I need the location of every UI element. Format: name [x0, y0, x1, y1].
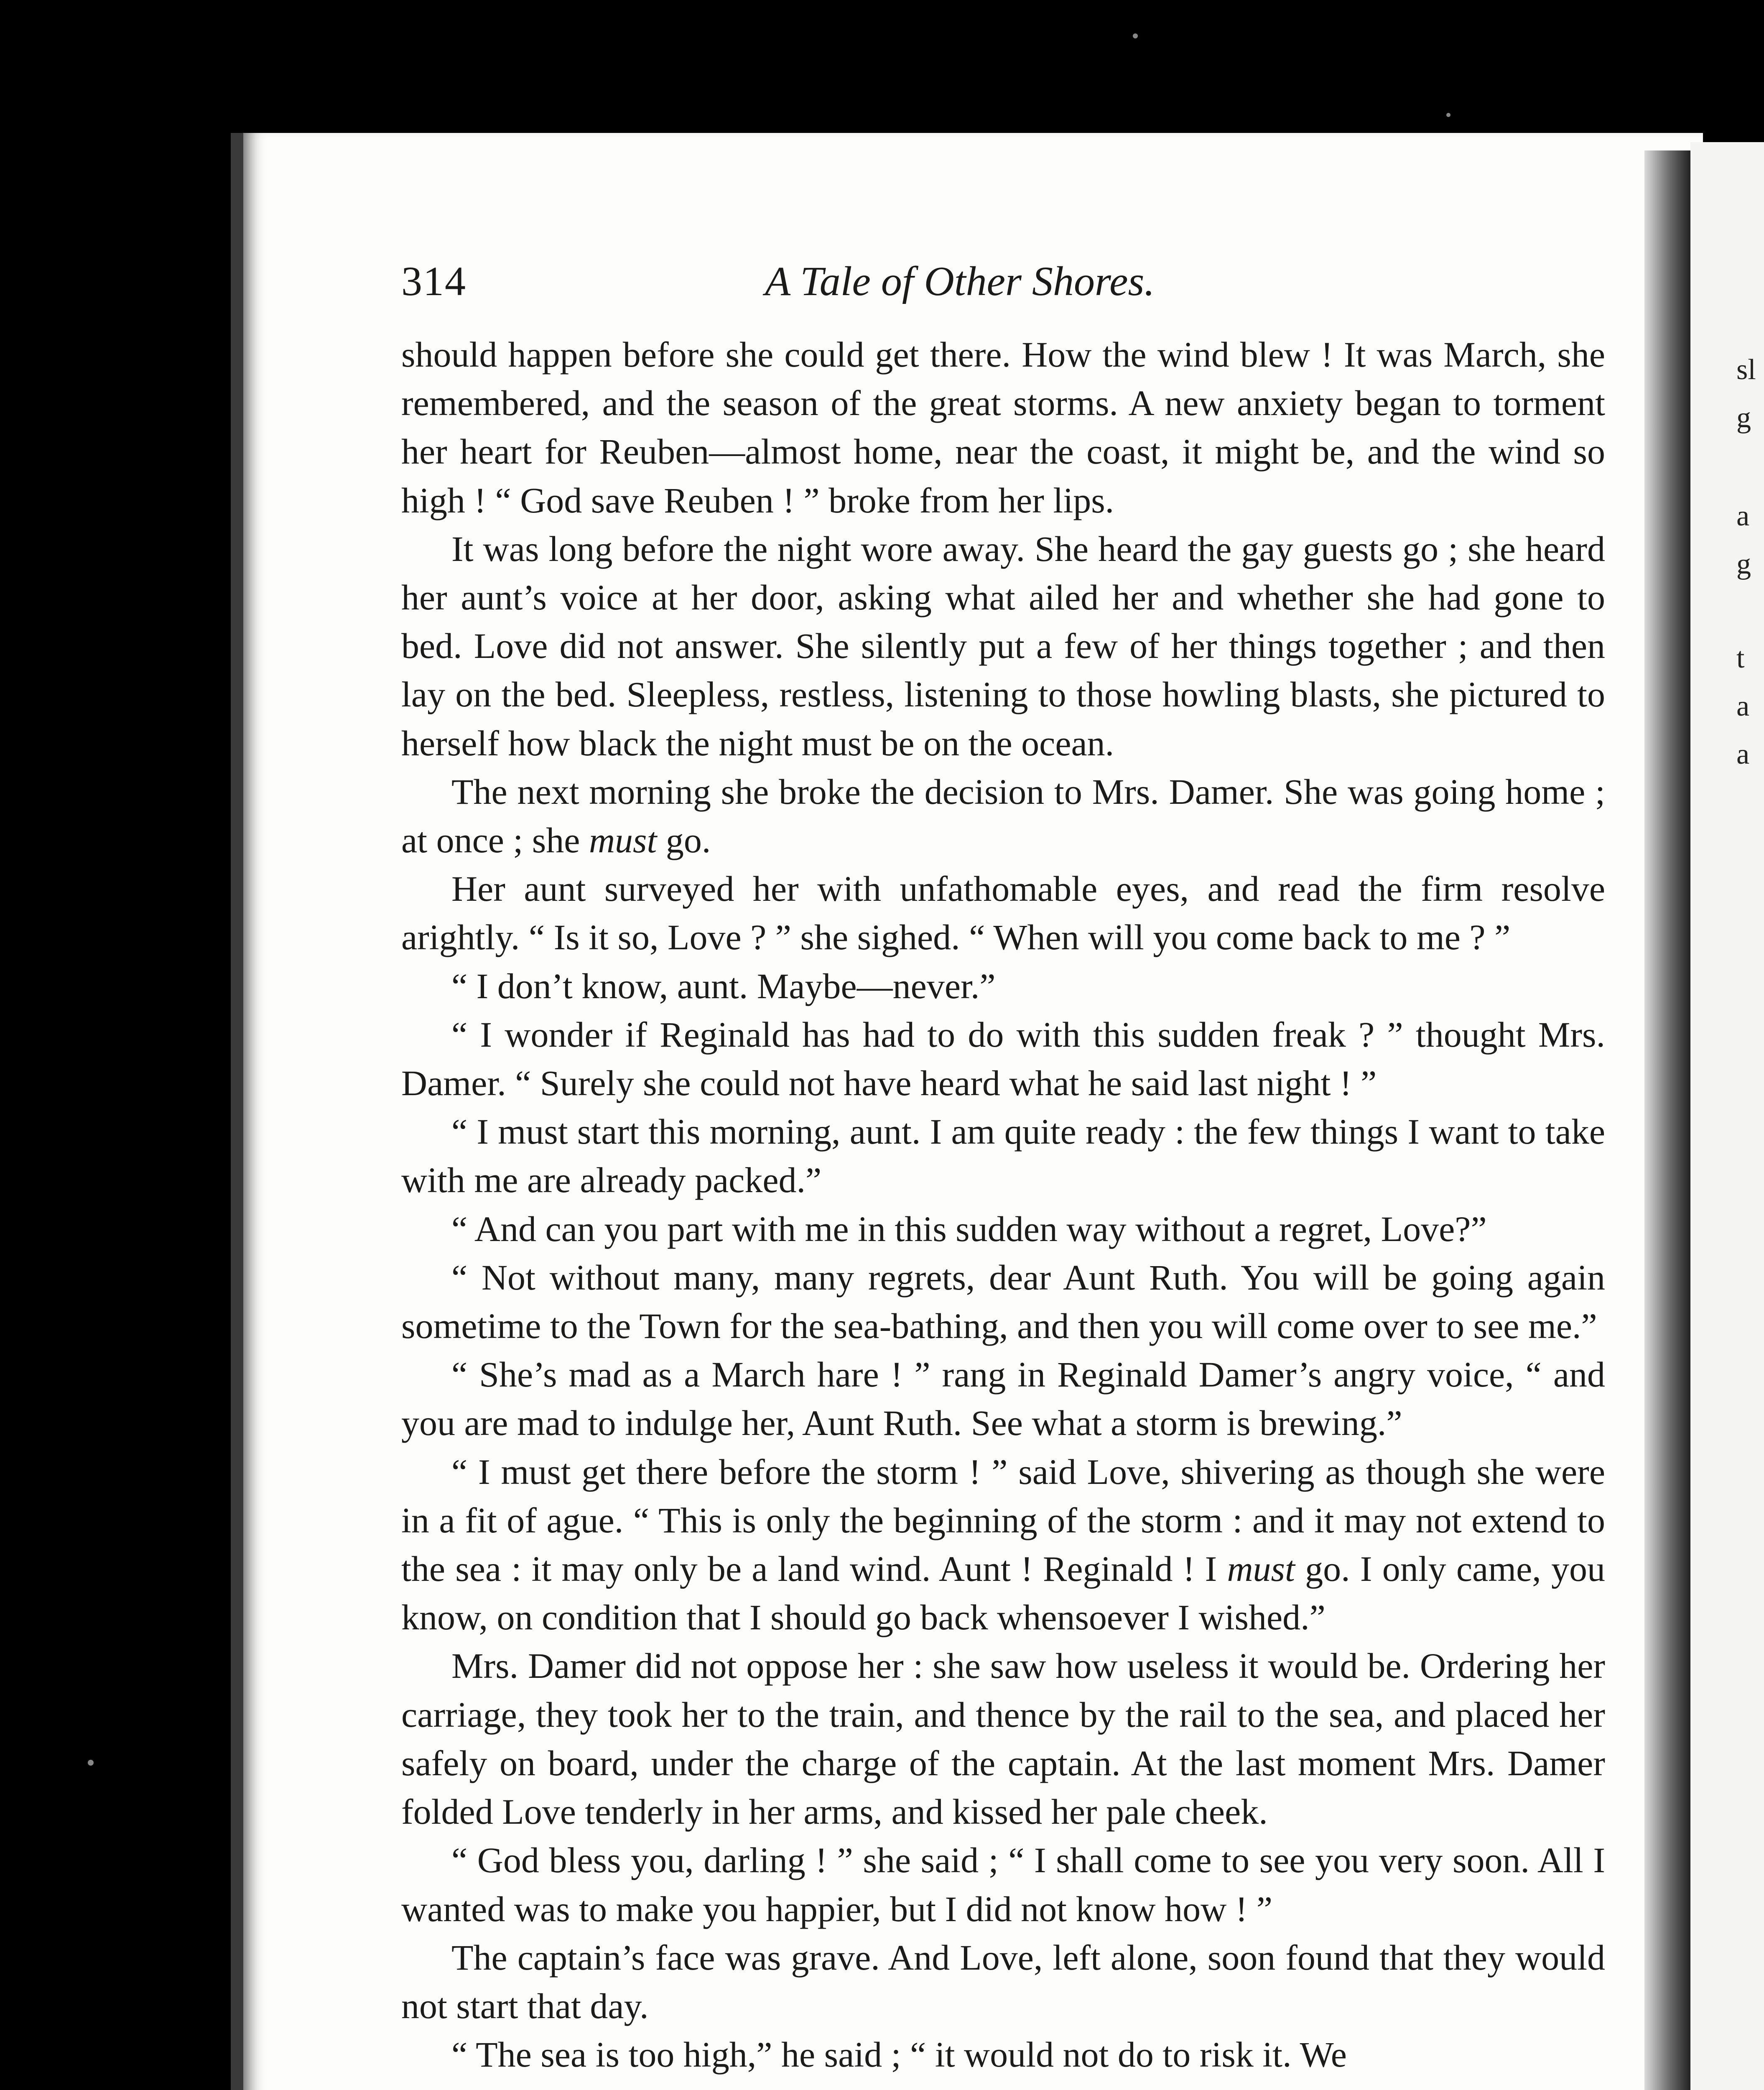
paragraph — [401, 962, 1605, 1010]
paragraph-text: should happen before she could get there. How the wind blew ! It was March, she remembered, and the season of the great storms. A new anxiety began to torment her heart for Reuben—almost home, near the coast, it might be, and the wind so high ! “ God save Reuben ! ” broke from her lips. — [401, 334, 1605, 520]
facing-page-fragment: g — [1736, 402, 1751, 434]
paragraph — [401, 1836, 1605, 1933]
paragraph-text: “ I don’t know, aunt. Maybe—never.” — [451, 966, 996, 1006]
facing-page-fragment: a — [1736, 690, 1750, 722]
facing-page-fragment: a — [1736, 500, 1750, 532]
page-gutter-shadow — [1644, 150, 1690, 2090]
paragraph — [401, 1010, 1605, 1107]
paragraph-text: “ And can you part with me in this sudden way without a regret, Love?” — [451, 1208, 1487, 1249]
body-text — [401, 330, 1605, 2079]
paragraph — [401, 330, 1605, 525]
facing-page-fragment: g — [1736, 548, 1751, 580]
paragraph — [401, 2030, 1605, 2079]
facing-page-fragment: t — [1736, 642, 1745, 674]
paragraph-text: The captain’s face was grave. And Love, left alone, soon found that they would not start that day. — [401, 1937, 1605, 2026]
facing-page-fragment: a — [1736, 738, 1750, 770]
paragraph — [401, 767, 1605, 864]
dust-speck — [1133, 33, 1138, 38]
paragraph — [401, 1933, 1605, 2030]
running-title: A Tale of Other Shores. — [765, 258, 1155, 304]
paragraph-text: “ She’s mad as a March hare ! ” rang in Reginald Damer’s angry voice, “ and you are mad to indulge her, Aunt Ruth. See what a storm is brewing.” — [401, 1354, 1605, 1443]
paragraph-text: “ God bless you, darling ! ” she said ; “ I shall come to see you very soon. All I wanted was to make you happier, but I did not know how ! ” — [401, 1840, 1605, 1929]
paragraph-text: go. — [657, 820, 711, 861]
page-header — [401, 257, 1630, 307]
facing-page-edge — [1690, 142, 1764, 2090]
paragraph-text: “ I must start this morning, aunt. I am quite ready : the few things I want to take with me are already packed.” — [401, 1111, 1605, 1200]
paragraph-text: “ I wonder if Reginald has had to do with this sudden freak ? ” thought Mrs. Damer. “ Surely she could not have heard what he said last night ! ” — [401, 1014, 1605, 1104]
paragraph — [401, 1253, 1605, 1350]
facing-page-fragment: sl — [1736, 354, 1756, 386]
paragraph-text: go. I only came, you know, on condition that I should go back whensoever I wished.” — [401, 1549, 1605, 1638]
paragraph-text: Mrs. Damer did not oppose her : she saw how useless it would be. Ordering her carriage, they took her to the train, and thence by the rail to the sea, and placed her safely on board, under the charge of the captain. At the last moment Mrs. Damer folded Love tenderly in her arms, and kissed her pale cheek. — [401, 1646, 1605, 1832]
dust-speck — [88, 1760, 94, 1766]
paragraph-text: “ The sea is too high,” he said ; “ it would not do to risk it. We — [451, 2034, 1347, 2075]
paragraph — [401, 1350, 1605, 1447]
emphasized-text: must — [589, 820, 657, 861]
dust-speck — [1446, 113, 1450, 117]
paragraph — [401, 1107, 1605, 1204]
paragraph-text: The next morning she broke the decision to Mrs. Damer. She was going home ; at once ; she — [401, 771, 1605, 861]
paragraph — [401, 525, 1605, 767]
paragraph — [401, 1641, 1605, 1836]
paragraph-text: It was long before the night wore away. She heard the gay guests go ; she heard her aunt’s voice at her door, asking what ailed her and whether she had gone to bed. Love did not answer. She silently put a few of her things together ; and then lay on the bed. Sleepless, restless, listening to those howling blasts, she pictured to herself how black the night must be on the ocean. — [401, 528, 1605, 763]
paragraph — [401, 1448, 1605, 1642]
paragraph — [401, 1205, 1605, 1253]
paragraph-text: “ I must get there before the storm ! ” said Love, shivering as though she were in a fit of ague. “ This is only the beginning of the storm : and it may not extend to the sea : it may only be a land wind. Aunt ! Reginald ! I — [401, 1451, 1605, 1589]
paragraph — [401, 864, 1605, 961]
emphasized-text: must — [1227, 1549, 1295, 1589]
paragraph-text: Her aunt surveyed her with unfathomable eyes, and read the firm resolve arightly. “ Is it so, Love ? ” she sighed. “ When will you come back to me ? ” — [401, 869, 1605, 958]
paragraph-text: “ Not without many, many regrets, dear Aunt Ruth. You will be going again sometime to the Town for the sea-bathing, and then you will come over to see me.” — [401, 1257, 1605, 1346]
page-number: 314 — [401, 258, 466, 304]
